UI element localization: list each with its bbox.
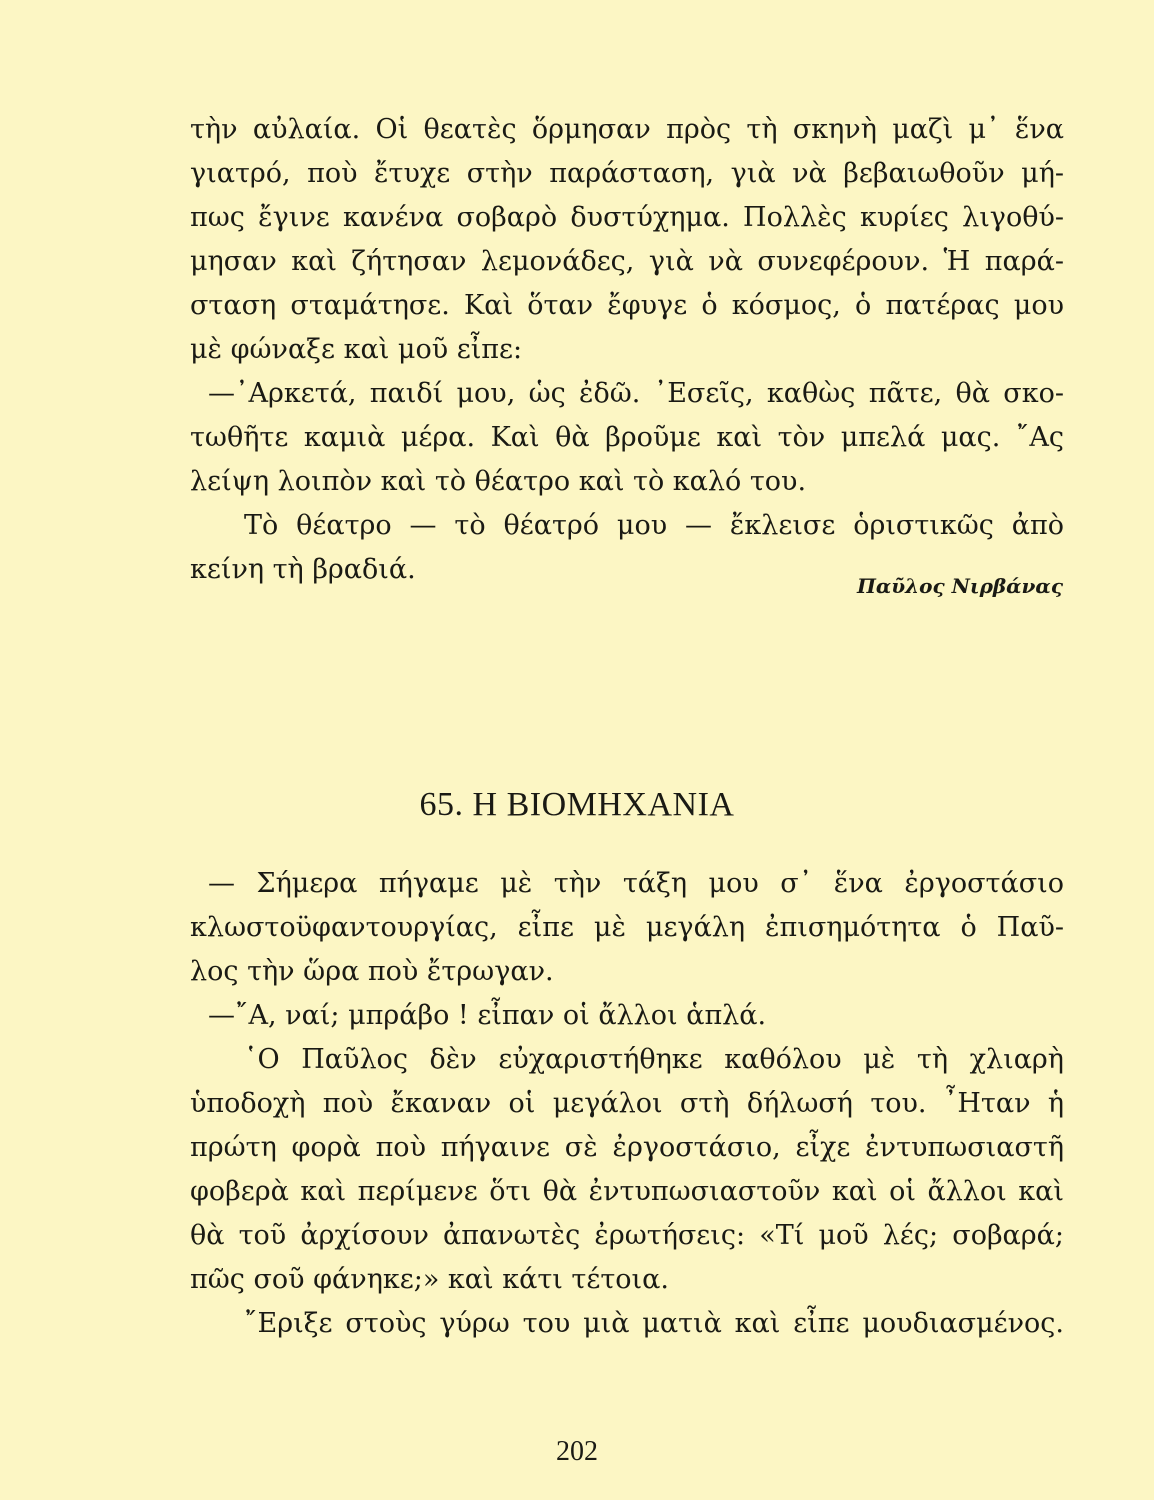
text-line: σταση σταμάτησε. Καὶ ὅταν ἔφυγε ὁ κόσμος, ὁ πατέρας μου bbox=[190, 290, 1064, 321]
text-line: κλωστοϋφαντουργίας, εἶπε μὲ μεγάλη ἐπισημότητα ὁ Παῦ- bbox=[190, 912, 1064, 943]
text-line: —᾽Αρκετά, παιδί μου, ὡς ἐδῶ. ᾽Εσεῖς, καθὼς πᾶτε, θὰ σκο- bbox=[208, 378, 1064, 409]
text-line: ῎Εριξε στοὺς γύρω του μιὰ ματιὰ καὶ εἶπε μουδιασμένος. bbox=[244, 1308, 1064, 1339]
text-line: ὑποδοχὴ ποὺ ἔκαναν οἱ μεγάλοι στὴ δήλωσή του. ῏Ηταν ἡ bbox=[190, 1088, 1064, 1119]
text-line: πως ἔγινε κανένα σοβαρὸ δυστύχημα. Πολλὲς κυρίες λιγοθύ- bbox=[190, 202, 1064, 233]
text-line: γιατρό, ποὺ ἔτυχε στὴν παράσταση, γιὰ νὰ βεβαιωθοῦν μή- bbox=[190, 158, 1064, 189]
text-line: λείψη λοιπὸν καὶ τὸ θέατρο καὶ τὸ καλό του. bbox=[190, 466, 807, 497]
author-signature: Παῦλος Νιρβάνας bbox=[856, 574, 1063, 598]
text-line: Τὸ θέατρο — τὸ θέατρό μου — ἔκλεισε ὁριστικῶς ἀπὸ bbox=[244, 510, 1064, 541]
text-line: τὴν αὐλαία. Οἱ θεατὲς ὅρμησαν πρὸς τὴ σκηνὴ μαζὶ μ᾽ ἕνα bbox=[190, 114, 1064, 145]
text-line: τωθῆτε καμιὰ μέρα. Καὶ θὰ βροῦμε καὶ τὸν μπελά μας. ῎Ας bbox=[190, 422, 1064, 453]
text-line: φοβερὰ καὶ περίμενε ὅτι θὰ ἐντυπωσιαστοῦν καὶ οἱ ἄλλοι καὶ bbox=[190, 1176, 1064, 1207]
text-line: — Σήμερα πήγαμε μὲ τὴν τάξη μου σ᾽ ἕνα ἐργοστάσιο bbox=[208, 868, 1064, 899]
text-line: πρώτη φορὰ ποὺ πήγαινε σὲ ἐργοστάσιο, εἶχε ἐντυπωσιαστῆ bbox=[190, 1132, 1064, 1163]
text-line: κείνη τὴ βραδιά. bbox=[190, 554, 416, 585]
page-number: 202 bbox=[556, 1436, 598, 1467]
chapter-title: 65. Η ΒΙΟΜΗΧΑΝΙΑ bbox=[419, 786, 735, 823]
text-line: μησαν καὶ ζήτησαν λεμονάδες, γιὰ νὰ συνεφέρουν. Ἡ παρά- bbox=[190, 246, 1064, 277]
text-line: μὲ φώναξε καὶ μοῦ εἶπε: bbox=[190, 334, 523, 365]
text-line: —῎Α, ναί; μπράβο ! εἶπαν οἱ ἄλλοι ἁπλά. bbox=[208, 1000, 767, 1031]
text-line: ῾Ο Παῦλος δὲν εὐχαριστήθηκε καθόλου μὲ τὴ χλιαρὴ bbox=[244, 1044, 1064, 1075]
text-line: πῶς σοῦ φάνηκε;» καὶ κάτι τέτοια. bbox=[190, 1264, 669, 1295]
text-line: λος τὴν ὥρα ποὺ ἔτρωγαν. bbox=[190, 956, 554, 987]
text-line: θὰ τοῦ ἀρχίσουν ἀπανωτὲς ἐρωτήσεις: «Τί μοῦ λές; σοβαρά; bbox=[190, 1220, 1064, 1251]
